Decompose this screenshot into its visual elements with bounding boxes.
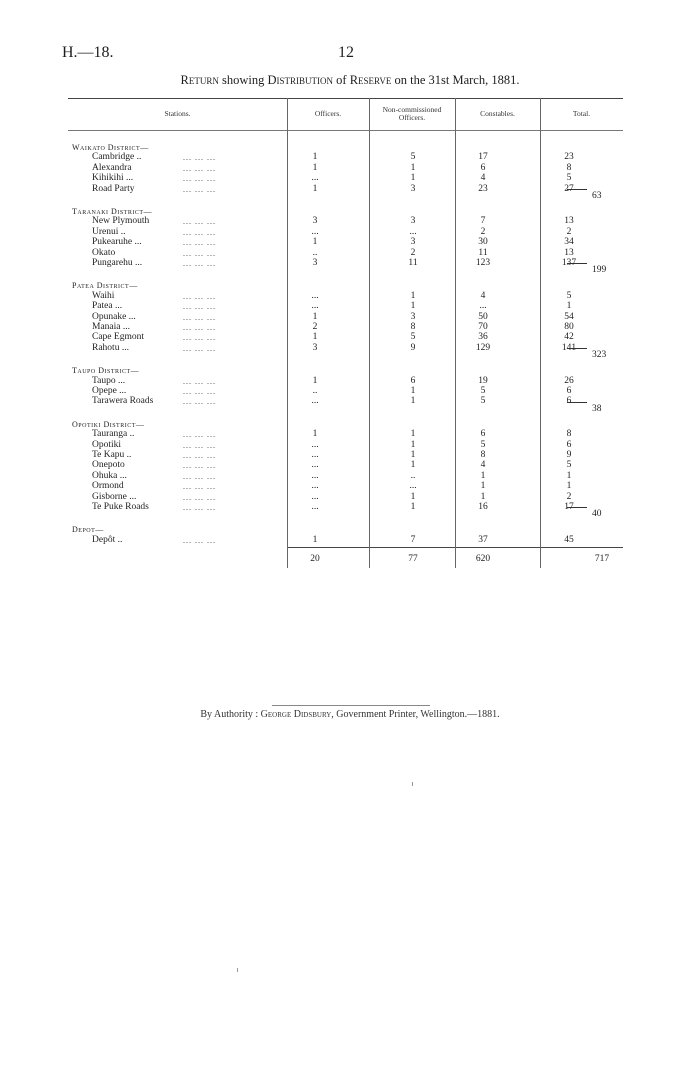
officers-cell: 1 (312, 152, 318, 163)
table-title (0, 73, 700, 88)
station-name: Tarawera Roads (92, 396, 154, 407)
officers-cell: 1 (312, 534, 318, 545)
station-name: New Plymouth (92, 216, 150, 227)
nco-cell: 7 (410, 534, 416, 545)
constables-cell: 5 (480, 386, 486, 396)
district-name: Taranaki District— (72, 207, 152, 216)
header-constables: Constables. (480, 109, 515, 118)
officers-cell: 1 (312, 183, 318, 194)
constables-cell: ... (479, 301, 487, 312)
leader-dots: ... ... ... (183, 343, 216, 353)
constables-cell: 7 (480, 216, 486, 227)
nco-cell: 1 (410, 450, 416, 460)
leader-dots: ... ... ... (183, 492, 216, 502)
table-row (0, 376, 700, 387)
station-name: Opotiki (92, 439, 122, 450)
paper-speck (412, 782, 413, 786)
total-cell: 8 (566, 429, 572, 440)
station-name: Manaia ... (92, 322, 130, 332)
table-row (0, 535, 700, 546)
paper-speck (237, 968, 238, 972)
officers-cell: 3 (312, 258, 318, 268)
constables-cell: 30 (478, 237, 488, 248)
station-name: Urenui .. (92, 226, 126, 237)
officers-cell: ... (311, 502, 319, 512)
officers-cell: ... (311, 439, 319, 450)
officers-cell: ... (311, 173, 319, 184)
station-name: Opunake ... (92, 311, 136, 322)
total-cell: 1 (566, 470, 572, 481)
constables-cell: 1 (480, 470, 486, 481)
leader-dots: ... ... ... (183, 430, 216, 440)
officers-cell: ... (311, 301, 319, 312)
constables-cell: 4 (480, 173, 486, 184)
leader-dots: ... ... ... (183, 451, 216, 460)
total-cell: 6 (566, 439, 572, 450)
leader-dots: ... ... ... (183, 238, 216, 248)
total-cell: 9 (566, 450, 572, 460)
total-cell: 42 (564, 332, 574, 343)
district-heading-row (0, 524, 700, 535)
title-part: Return (180, 73, 219, 87)
title-part: Reserve (349, 73, 392, 87)
station-name: Ohuka ... (92, 470, 127, 481)
officers-cell: 1 (312, 162, 318, 173)
printer-imprint (0, 709, 700, 720)
subtotal-rule (567, 402, 587, 403)
subtotal-rule (567, 348, 587, 349)
district-heading-row (0, 142, 700, 153)
subtotal-value: 40 (592, 509, 602, 520)
subtotal-rule (567, 507, 587, 508)
constables-cell: 4 (480, 460, 486, 471)
nco-cell: ... (409, 481, 417, 492)
imprint-part: George Didsbury (260, 709, 332, 720)
nco-cell: 1 (410, 173, 416, 184)
station-name: Te Kapu .. (92, 450, 132, 460)
officers-cell: ... (311, 481, 319, 492)
leader-dots: ... ... ... (183, 397, 216, 407)
constables-cell: 8 (480, 450, 486, 460)
title-part: showing (218, 73, 268, 87)
nco-cell: 1 (410, 396, 416, 407)
leader-dots: ... ... ... (183, 184, 216, 194)
station-name: Te Puke Roads (92, 502, 149, 512)
constables-cell: 6 (480, 162, 486, 173)
table-row (0, 152, 700, 163)
district-name: Opotiki District— (72, 419, 145, 429)
constables-cell: 2 (480, 226, 486, 237)
header-nco: Non-commissioned Officers. (382, 105, 442, 122)
leader-dots: ... ... ... (183, 461, 216, 471)
station-name: Waihi (92, 290, 115, 301)
constables-cell: 70 (478, 322, 488, 332)
officers-cell: 1 (312, 332, 318, 343)
total-cell: 1 (566, 481, 572, 492)
nco-cell: 1 (410, 386, 416, 396)
leader-dots: ... ... ... (183, 302, 216, 312)
station-name: Pukearuhe ... (92, 237, 142, 248)
table-row (0, 237, 700, 248)
total-cell: 5 (566, 173, 572, 184)
subtotal-value: 199 (592, 265, 607, 276)
station-name: Ormond (92, 481, 124, 492)
subtotal-value: 38 (592, 403, 602, 414)
leader-dots: ... ... ... (183, 482, 216, 492)
imprint-part: By Authority : (200, 709, 261, 720)
table-row (0, 173, 700, 184)
station-name: Pungarehu ... (92, 258, 143, 268)
total-cell: 137 (561, 258, 577, 268)
officers-cell: 1 (312, 429, 318, 440)
total-cell: 13 (564, 247, 574, 258)
total-cell: 13 (564, 216, 574, 227)
grand-total-nco: 77 (408, 554, 418, 564)
imprint-part: , Government Printer, Wellington.—1881. (331, 709, 500, 720)
officers-cell: 3 (312, 342, 318, 353)
constables-cell: 123 (475, 258, 491, 268)
total-cell: 17 (564, 502, 574, 512)
officers-cell: 1 (312, 375, 318, 386)
nco-cell: 6 (410, 375, 416, 386)
officers-cell: ... (311, 226, 319, 237)
station-name: Opepe ... (92, 386, 127, 396)
station-name: Road Party (92, 183, 135, 194)
total-cell: 2 (566, 226, 572, 237)
officers-cell: .. (312, 247, 318, 258)
officers-cell: ... (311, 460, 319, 471)
district-name: Taupo District— (72, 366, 140, 376)
table-row (0, 450, 700, 461)
station-name: Rahotu ... (92, 342, 129, 353)
district-heading-row (0, 365, 700, 376)
officers-cell: ... (311, 396, 319, 407)
grand-total-constables: 620 (475, 554, 491, 564)
station-name: Okato (92, 247, 116, 258)
officers-cell: ... (311, 470, 319, 481)
subtotal-value: 323 (592, 350, 607, 361)
total-cell: 80 (564, 322, 574, 332)
nco-cell: 1 (410, 491, 416, 502)
nco-cell: 1 (410, 502, 416, 512)
table-row (0, 291, 700, 302)
nco-cell: 1 (410, 162, 416, 173)
nco-cell: 1 (410, 290, 416, 301)
station-name: Onepoto (92, 460, 125, 471)
total-cell: 45 (564, 534, 574, 545)
subtotal-rule (567, 263, 587, 264)
station-name: Alexandra (92, 162, 132, 173)
title-part: Distribution (267, 73, 334, 87)
nco-cell: 3 (410, 237, 416, 248)
nco-cell: 2 (410, 247, 416, 258)
constables-cell: 23 (478, 183, 488, 194)
table-row (0, 312, 700, 323)
header-total: Total. (572, 109, 591, 118)
table-row (0, 429, 700, 440)
constables-cell: 11 (478, 247, 488, 258)
constables-cell: 5 (480, 396, 486, 407)
leader-dots: ... ... ... (183, 333, 216, 343)
station-name: Cape Egmont (92, 332, 144, 343)
document-reference: H.—18. (62, 44, 114, 61)
page-number: 12 (338, 44, 354, 61)
constables-cell: 4 (480, 290, 486, 301)
table-row (0, 481, 700, 492)
leader-dots: ... ... ... (183, 387, 216, 396)
leader-dots: ... ... ... (183, 227, 216, 237)
grand-total: 717 (594, 554, 610, 564)
nco-cell: 3 (410, 183, 416, 194)
total-cell: 2 (566, 491, 572, 502)
total-cell: 27 (564, 183, 574, 194)
leader-dots: ... ... ... (183, 503, 216, 512)
constables-cell: 50 (478, 311, 488, 322)
table-row (0, 471, 700, 482)
officers-cell: 2 (312, 322, 318, 332)
station-name: Patea ... (92, 301, 123, 312)
table-row (0, 301, 700, 312)
nco-cell: 8 (410, 322, 416, 332)
leader-dots: ... ... ... (183, 312, 216, 322)
station-name: Kihikihi ... (92, 173, 134, 184)
district-heading-row (0, 280, 700, 291)
nco-cell: 3 (410, 216, 416, 227)
constables-cell: 1 (480, 491, 486, 502)
total-cell: 141 (561, 342, 577, 353)
station-name: Depôt .. (92, 534, 123, 545)
total-cell: 34 (564, 237, 574, 248)
nco-cell: 9 (410, 342, 416, 353)
constables-cell: 36 (478, 332, 488, 343)
footer-rule (272, 705, 430, 706)
district-name: Depot— (72, 525, 104, 535)
table-row (0, 248, 700, 259)
constables-cell: 5 (480, 439, 486, 450)
total-cell: 5 (566, 290, 572, 301)
station-name: Tauranga .. (92, 429, 135, 440)
nco-cell: 3 (410, 311, 416, 322)
officers-cell: 1 (312, 237, 318, 248)
constables-cell: 19 (478, 375, 488, 386)
table-row (0, 386, 700, 397)
total-cell: 54 (564, 311, 574, 322)
leader-dots: ... ... ... (183, 471, 216, 481)
nco-cell: 1 (410, 301, 416, 312)
constables-cell: 37 (478, 534, 488, 545)
constables-cell: 16 (478, 502, 488, 512)
leader-dots: ... ... ... (183, 153, 216, 163)
total-cell: 23 (564, 152, 574, 163)
table-row (0, 460, 700, 471)
station-name: Gisborne ... (92, 491, 137, 502)
total-cell: 1 (566, 301, 572, 312)
table-row (0, 492, 700, 503)
total-cell: 6 (566, 386, 572, 396)
nco-cell: .. (410, 470, 416, 481)
total-cell: 6 (566, 396, 572, 407)
nco-cell: 1 (410, 460, 416, 471)
leader-dots: ... ... ... (183, 291, 216, 301)
leader-dots: ... ... ... (183, 163, 216, 173)
officers-cell: 3 (312, 216, 318, 227)
officers-cell: 1 (312, 311, 318, 322)
total-cell: 26 (564, 375, 574, 386)
station-name: Cambridge .. (92, 152, 142, 163)
leader-dots: ... ... ... (183, 323, 216, 332)
nco-cell: ... (409, 226, 417, 237)
table-row (0, 227, 700, 238)
nco-cell: 1 (410, 439, 416, 450)
district-name: Patea District— (72, 281, 138, 291)
leader-dots: ... ... ... (183, 259, 216, 268)
nco-cell: 5 (410, 332, 416, 343)
grand-total-row (0, 554, 700, 565)
officers-cell: .. (312, 386, 318, 396)
constables-cell: 6 (480, 429, 486, 440)
table-row (0, 216, 700, 227)
district-name: Waikato District— (72, 143, 149, 152)
officers-cell: ... (311, 450, 319, 460)
header-stations: Stations. (164, 109, 191, 118)
leader-dots: ... ... ... (183, 535, 216, 545)
subtotal-value: 63 (592, 191, 602, 201)
leader-dots: ... ... ... (183, 440, 216, 450)
leader-dots: ... ... ... (183, 248, 216, 258)
district-heading-row (0, 206, 700, 217)
total-cell: 5 (566, 460, 572, 471)
subtotal-rule (567, 189, 587, 190)
leader-dots: ... ... ... (183, 174, 216, 184)
station-name: Taupo ... (92, 375, 126, 386)
constables-cell: 17 (478, 152, 488, 163)
leader-dots: ... ... ... (183, 217, 216, 227)
district-heading-row (0, 419, 700, 430)
table-row (0, 163, 700, 174)
leader-dots: ... ... ... (183, 376, 216, 386)
title-part: on the 31st March, 1881. (391, 73, 520, 87)
total-cell: 8 (566, 162, 572, 173)
table-row (0, 440, 700, 451)
title-part: of (333, 73, 350, 87)
nco-cell: 5 (410, 152, 416, 163)
nco-cell: 1 (410, 429, 416, 440)
officers-cell: ... (311, 491, 319, 502)
grand-total-officers: 20 (310, 554, 320, 564)
nco-cell: 11 (408, 258, 418, 268)
table-row (0, 332, 700, 343)
constables-cell: 129 (475, 342, 491, 353)
header-officers: Officers. (314, 109, 342, 118)
officers-cell: ... (311, 290, 319, 301)
constables-cell: 1 (480, 481, 486, 492)
table-row (0, 322, 700, 333)
